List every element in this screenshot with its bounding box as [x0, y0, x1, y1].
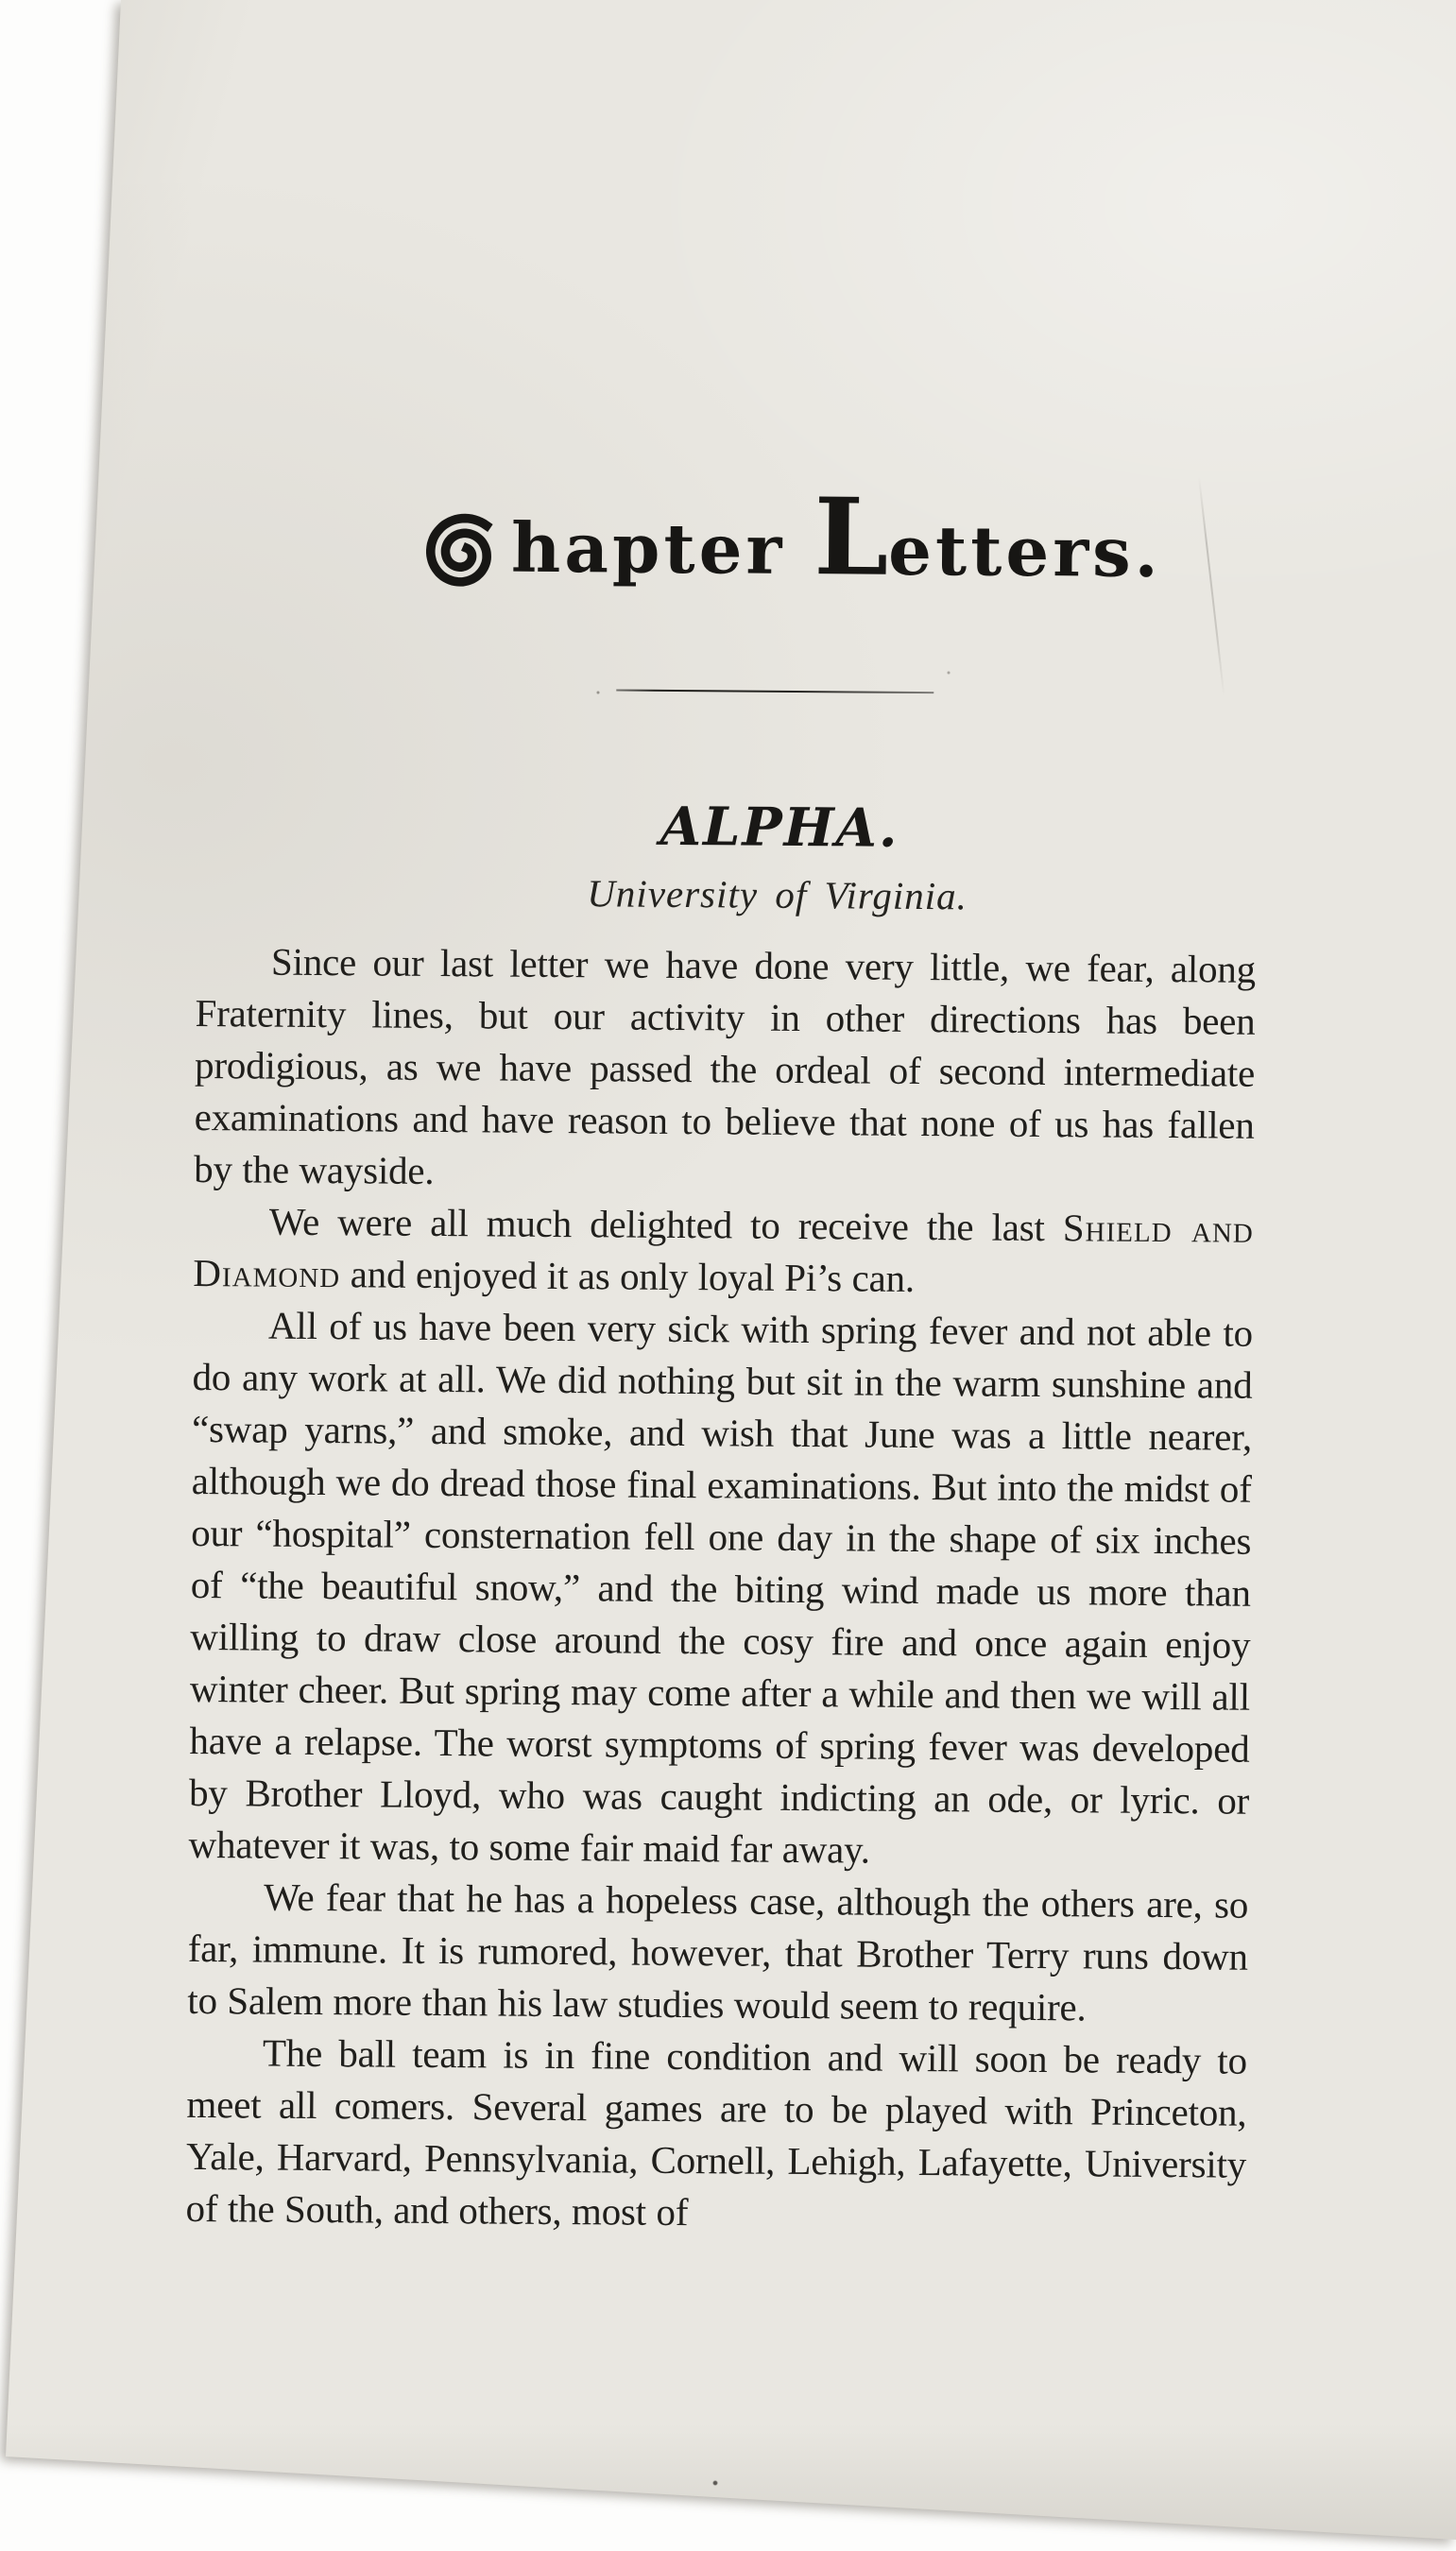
ornate-spiral-c-initial	[419, 510, 506, 603]
paragraph-2-text-b: and enjoyed it as only loyal Pi’s can.	[340, 1252, 916, 1300]
chapter-letters-title	[260, 471, 1321, 603]
alpha-section-heading: ALPHA.	[659, 795, 899, 860]
shield-and-diamond-smallcaps: Shield and Diamond	[193, 1206, 1254, 1296]
paragraph-1-text: Since our last letter we have done very little, we fear, along Fraternity lines, but our activity in other directions has been prodigious, as we have passed the ordeal of second intermediate examinations and have reason to believe that none of us has fallen by the wayside.	[194, 939, 1257, 1192]
paragraph-3	[188, 1299, 1253, 1879]
title-initial-l: L	[813, 475, 889, 600]
letter-body	[185, 935, 1256, 2243]
paragraph-4	[187, 1871, 1248, 2035]
paragraph-1	[194, 935, 1256, 1204]
paragraph-5-text: The ball team is in fine condition and will soon be ready to meet all comers. Several games are to be played with Princeton, Yale, Harvard, Pennsylvania, Cornell, Lehigh, Lafayette, University of the South, and others, most of	[185, 2030, 1248, 2234]
paragraph-5	[185, 2027, 1247, 2243]
paragraph-4-text: We fear that he has a hopeless case, although the others are, so far, immune. It is rumored, however, that Brother Terry runs down to Salem more than his law studies would seem to require.	[187, 1875, 1249, 2029]
printed-content	[183, 0, 1263, 2551]
title-word2-rest: etters.	[887, 509, 1163, 592]
paragraph-2-text-a: We were all much delighted to receive the last	[268, 1199, 1064, 1250]
chapter-subtitle: University of Virginia.	[587, 871, 968, 918]
paragraph-2	[193, 1195, 1254, 1308]
title-word1-rest: hapter	[510, 506, 786, 590]
paragraph-3-text: All of us have been very sick with spring fever and not able to do any work at all. We did nothing but sit in the warm sunshine and “swap yarns,” and smoke, and wish that June was a little nearer, although we do dread those final examinations. But into the midst of our “hospital” consternation fell one day in the shape of six inches of “the beautiful snow,” and the biting wind made us more than willing to draw close around the cosy fire and once again enjoy winter cheer. But spring may come after a while and then we will all have a relapse. The worst symptoms of spring fever was developed by Brother Lloyd, who was caught indicting an ode, or lyric. or whatever it was, to some fair maid far away.	[188, 1303, 1254, 1872]
section-divider-rule	[616, 689, 934, 693]
